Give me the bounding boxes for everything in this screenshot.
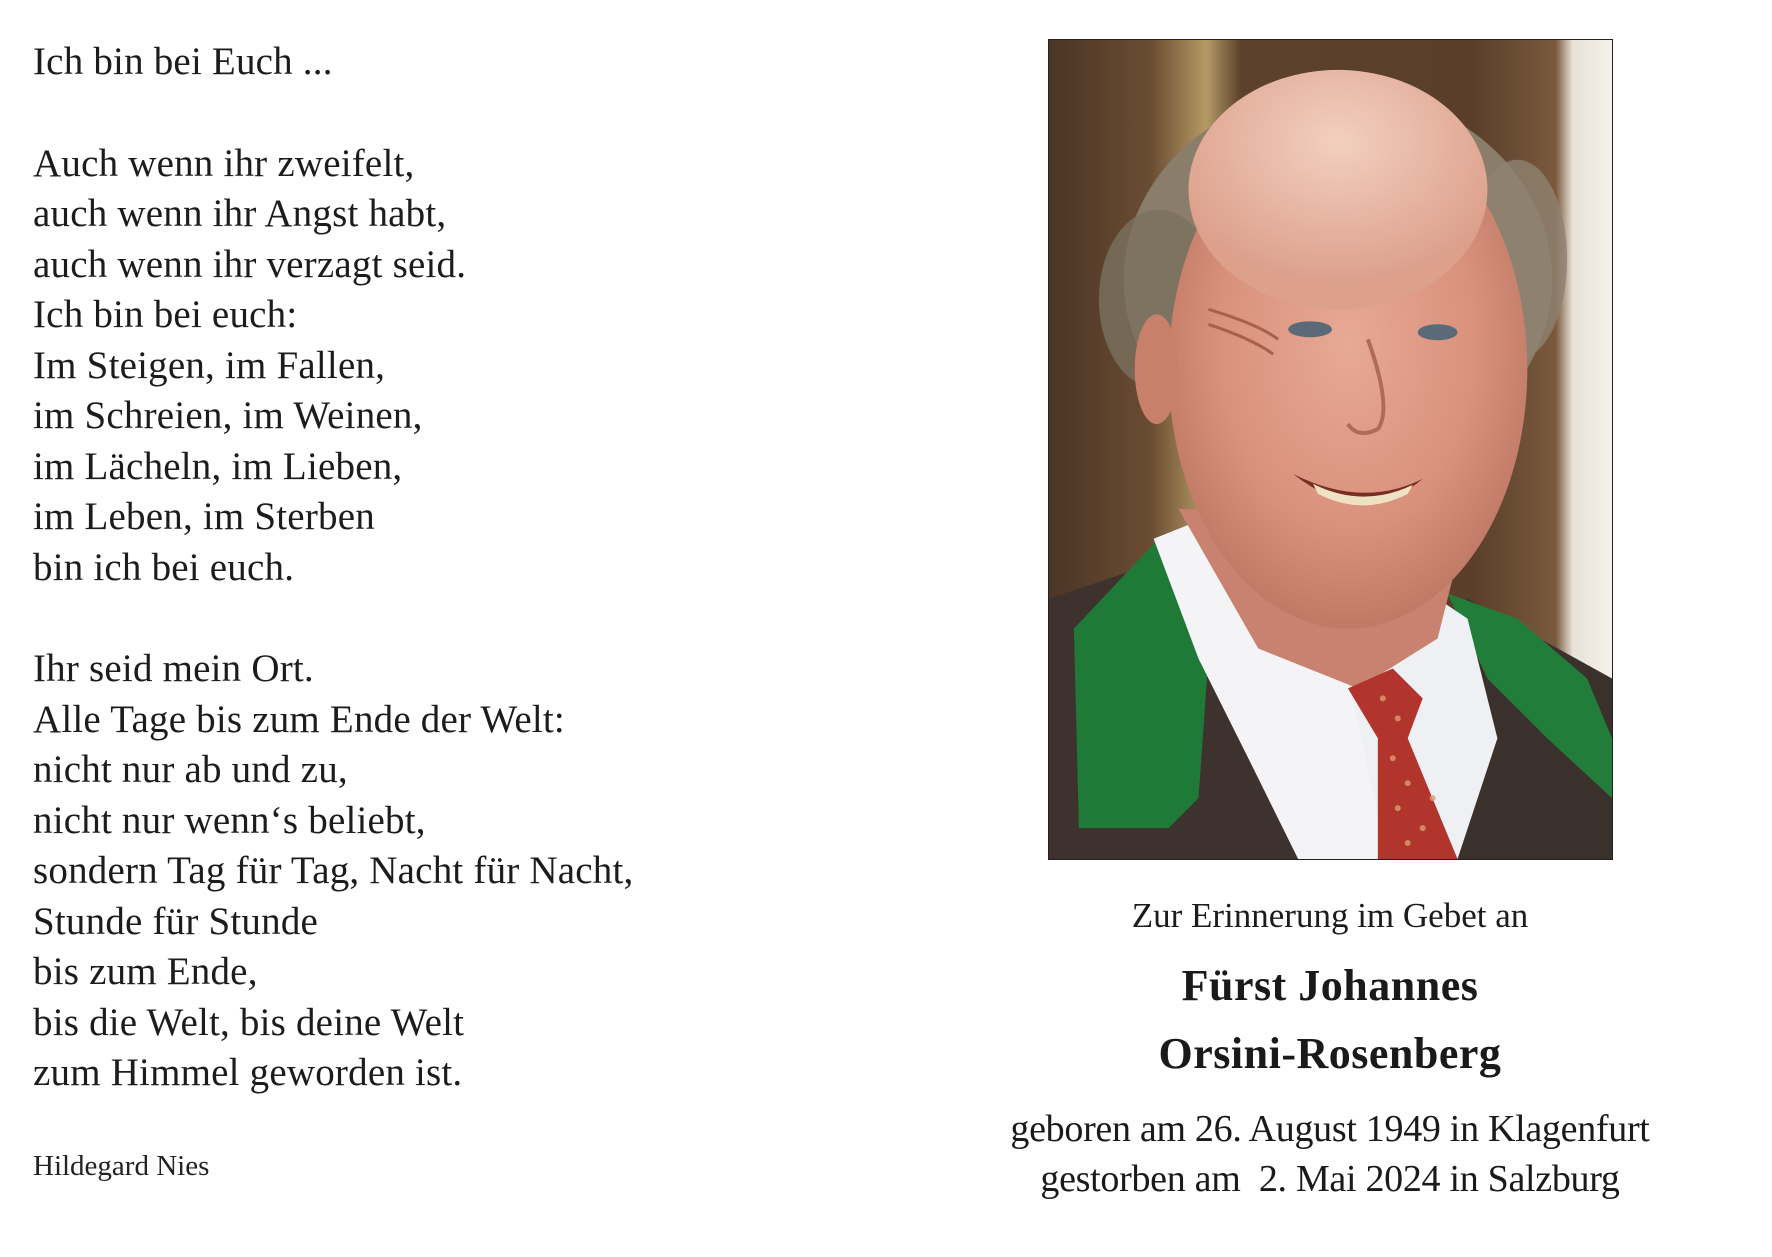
death-info: gestorben am 2. Mai 2024 in Salzburg [1040,1158,1620,1200]
poem-line: nicht nur wenn‘s beliebt, [33,799,426,842]
poem-line: Ich bin bei euch: [33,293,298,336]
memorial-intro: Zur Erinnerung im Gebet an [1131,896,1529,935]
poem-line: zum Himmel geworden ist. [33,1051,463,1094]
poem-line: auch wenn ihr Angst habt, [33,192,447,235]
poem-line: Stunde für Stunde [33,900,319,943]
poem-author: Hildegard Nies [33,1150,210,1182]
portrait-image [1049,40,1612,859]
poem-line: im Leben, im Sterben [33,495,375,538]
deceased-name-last: Orsini-Rosenberg [1158,1029,1502,1078]
poem-line: Auch wenn ihr zweifelt, [33,142,415,185]
deceased-name-first: Fürst Johannes [1181,961,1479,1010]
poem-line: auch wenn ihr verzagt seid. [33,243,467,286]
poem-title: Ich bin bei Euch ... [33,40,333,83]
poem-line: bin ich bei euch. [33,546,295,589]
birth-info: geboren am 26. August 1949 in Klagenfurt [1010,1108,1650,1150]
poem-line: bis die Welt, bis deine Welt [33,1001,465,1044]
poem-line: nicht nur ab und zu, [33,748,348,791]
poem-line: im Lächeln, im Lieben, [33,445,403,488]
poem-line: Alle Tage bis zum Ende der Welt: [33,698,565,741]
poem-line: bis zum Ende, [33,950,258,993]
poem-line: Im Steigen, im Fallen, [33,344,386,387]
poem-line: Ihr seid mein Ort. [33,647,314,690]
poem-line: sondern Tag für Tag, Nacht für Nacht, [33,849,634,892]
poem-line: im Schreien, im Weinen, [33,394,423,437]
portrait-photo [1048,39,1613,860]
